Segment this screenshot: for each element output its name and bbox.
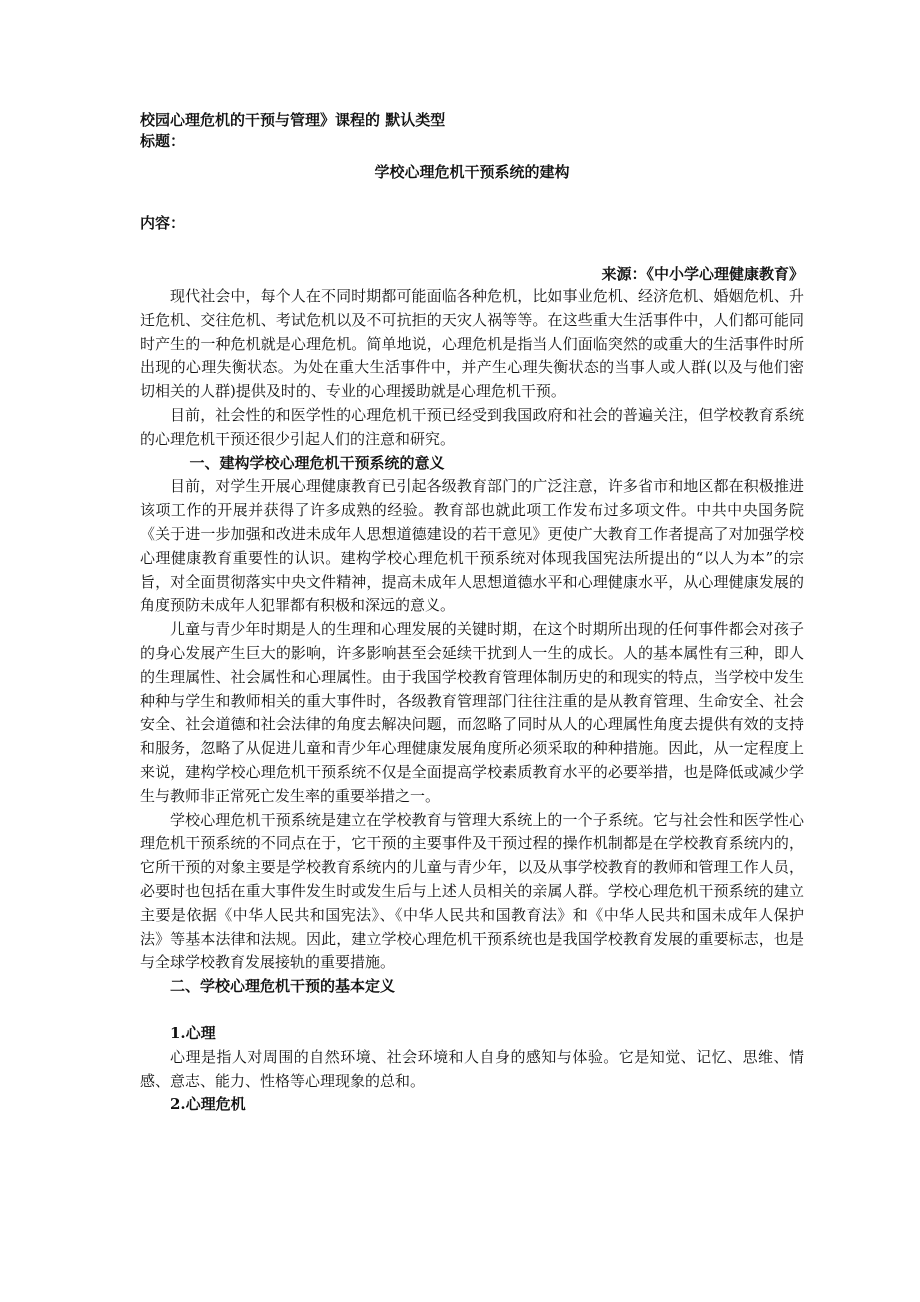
section-1-heading: 一、建构学校心理危机干预系统的意义 bbox=[189, 453, 445, 472]
document-title: 学校心理危机干预系统的建构 bbox=[374, 163, 570, 181]
intro-paragraph-1: 现代社会中，每个人在不同时期都可能面临各种危机，比如事业危机、经济危机、婚姻危机、升迁危机、交往危机、考试危机以及不可抗拒的天灾人祸等等。在这些重大生活事件中，人们都可能同时产生的一种危机就是心理危机。简单地说，心理危机是指当人们面临突然的或重大的生活事件时所出现的心理失衡状态。为处在重大生活事件中，并产生心理失衡状态的当事人或人群(以及与他们密切相关的人群)提供及时的、专业的心理援助就是心理危机干预。 bbox=[140, 287, 804, 401]
subsection-2-heading: 2.心理危机 bbox=[170, 1095, 246, 1114]
title-label: 标题： bbox=[140, 132, 186, 150]
subsection-1-paragraph: 心理是指人对周围的自然环境、社会环境和人自身的感知与体验。它是知觉、记忆、思维、情感、意志、能力、性格等心理现象的总和。 bbox=[140, 1047, 804, 1090]
section-1-paragraph-3: 学校心理危机干预系统是建立在学校教育与管理大系统上的一个子系统。它与社会性和医学性心理危机干预系统的不同点在于，它干预的主要事件及干预过程的操作机制都是在学校教育系统内的，它所干预的对象主要是学校教育系统内的儿童与青少年，以及从事学校教育的教师和管理工作人员，必要时也包括在重大事件发生时或发生后与上述人员相关的亲属人群。学校心理危机干预系统的建立主要是依据《中华人民共和国宪法》、《中华人民共和国教育法》和《中华人民共和国未成年人保护法》等基本法律和法规。因此，建立学校心理危机干预系统也是我国学校教育发展的重要标志，也是与全球学校教育发展接轨的重要措施。 bbox=[140, 810, 804, 972]
course-type-line: 校园心理危机的干预与管理》课程的 默认类型 bbox=[140, 111, 446, 129]
source-line: 来源：《中小学心理健康教育》 bbox=[601, 265, 804, 283]
section-1-paragraph-2: 儿童与青少年时期是人的生理和心理发展的关键时期，在这个时期所出现的任何事件都会对孩子的身心发展产生巨大的影响，许多影响甚至会延续干扰到人一生的成长。人的基本属性有三种，即人的生理属性、社会属性和心理属性。由于我国学校教育管理体制历史的和现实的特点，当学校中发生种种与学生和教师相关的重大事件时，各级教育管理部门往往注重的是从教育管理、生命安全、社会安全、社会道德和社会法律的角度去解决问题，而忽略了同时从人的心理属性角度去提供有效的支持和服务，忽略了从促进儿童和青少年心理健康发展角度所必须采取的种种措施。因此，从一定程度上来说，建构学校心理危机干预系统不仅是全面提高学校素质教育水平的必要举措，也是降低或减少学生与教师非正常死亡发生率的重要举措之一。 bbox=[140, 620, 804, 805]
subsection-1-heading: 1.心理 bbox=[170, 1023, 216, 1042]
document-body bbox=[140, 110, 804, 1117]
intro-paragraph-2: 目前，社会性的和医学性的心理危机干预已经受到我国政府和社会的普遍关注，但学校教育系统的心理危机干预还很少引起人们的注意和研究。 bbox=[140, 405, 804, 448]
content-label: 内容： bbox=[140, 214, 186, 232]
section-1-paragraph-1: 目前，对学生开展心理健康教育已引起各级教育部门的广泛注意，许多省市和地区都在积极推进该项工作的开展并获得了许多成熟的经验。教育部也就此项工作发布过多项文件。中共中央国务院《关于进一步加强和改进未成年人思想道德建设的若干意见》更使广大教育工作者提高了对加强学校心理健康教育重要性的认识。建构学校心理危机干预系统对体现我国宪法所提出的“以人为本”的宗旨，对全面贯彻落实中央文件精神，提高未成年人思想道德水平和心理健康水平，从心理健康发展的角度预防未成年人犯罪都有积极和深远的意义。 bbox=[140, 477, 804, 615]
section-2-heading: 二、学校心理危机干预的基本定义 bbox=[170, 977, 396, 996]
